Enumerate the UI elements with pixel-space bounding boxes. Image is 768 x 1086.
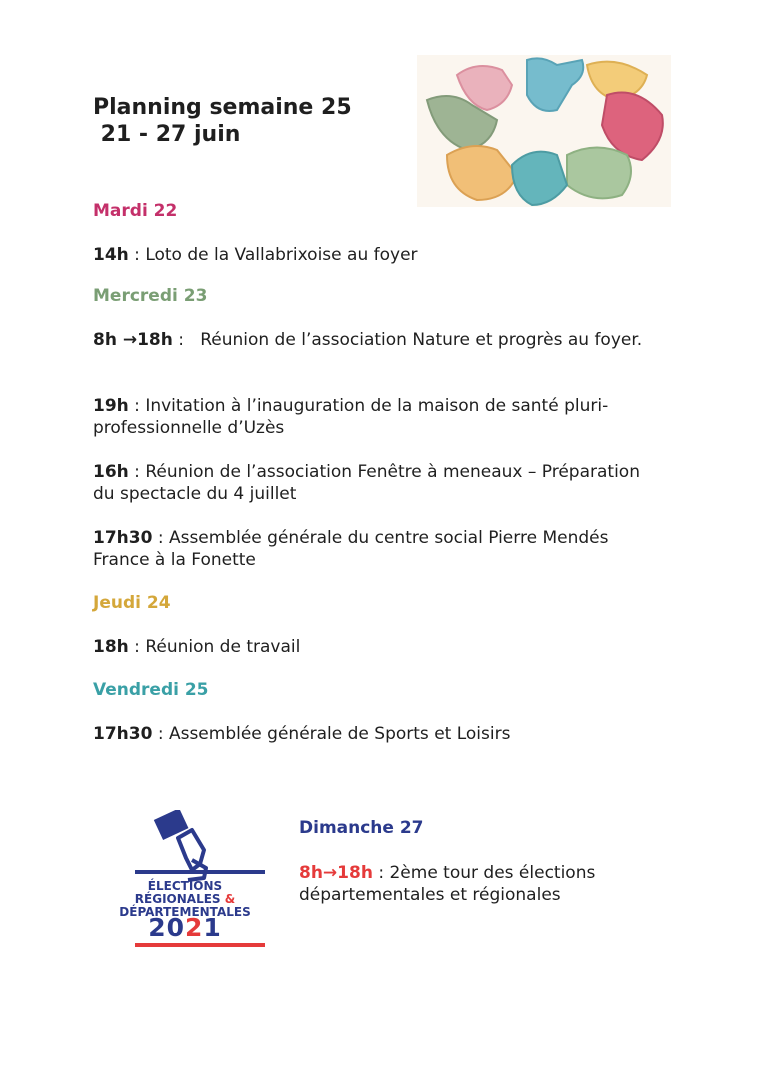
logo-line-elections: ÉLECTIONS (147, 879, 223, 893)
event-separator: : (172, 330, 201, 350)
event-time: 17h30 (93, 724, 153, 744)
event-separator: : (128, 245, 146, 265)
event-separator: : (372, 863, 390, 883)
logo-regionales-text: RÉGIONALES (134, 892, 221, 906)
event-separator: : (152, 724, 169, 744)
day-heading-jeudi: Jeudi 24 (93, 593, 171, 613)
event-item (93, 244, 663, 266)
title-line-2: 21 - 27 juin (93, 122, 241, 147)
logo-year-part: 1 (203, 913, 222, 942)
event-text: Loto de la Vallabrixoise au foyer (145, 245, 418, 265)
event-separator: : (152, 528, 169, 548)
event-time: 8h→18h (299, 863, 373, 883)
event-text: 2ème tour des élections départementales et régionales (299, 863, 596, 905)
logo-year-part-red: 2 (184, 913, 204, 942)
event-item (93, 329, 663, 351)
event-time: 18h (93, 637, 129, 657)
logo-year-part: 20 (148, 913, 185, 942)
event-text: Invitation à l’inauguration de la maison de santé pluri-professionnelle d’Uzès (93, 396, 609, 438)
logo-line-departementales: DÉPARTEMENTALES (119, 905, 251, 919)
logo-year (100, 913, 270, 942)
day-heading-mardi: Mardi 22 (93, 201, 178, 221)
event-separator: : (128, 462, 146, 482)
title-line-1: Planning semaine 25 (93, 95, 352, 120)
event-separator: : (128, 396, 146, 416)
event-time: 14h (93, 245, 129, 265)
event-text: Réunion de travail (145, 637, 301, 657)
event-text: Réunion de l’association Nature et progrès au foyer. (200, 330, 643, 350)
event-item (93, 461, 663, 505)
event-item (93, 723, 663, 745)
event-time: 8h →18h (93, 330, 173, 350)
hands-illustration-icon (417, 55, 671, 207)
event-time: 16h (93, 462, 129, 482)
event-separator: : (128, 637, 146, 657)
event-item (93, 636, 663, 658)
event-item (299, 862, 639, 906)
event-text: Réunion de l’association Fenêtre à meneaux – Préparation du spectacle du 4 juillet (93, 462, 640, 504)
page-title (93, 94, 352, 148)
logo-ampersand: & (224, 892, 236, 906)
event-text: Assemblée générale de Sports et Loisirs (168, 724, 511, 744)
event-text: Assemblée générale du centre social Pierre Mendés France à la Fonette (93, 528, 609, 570)
event-time: 19h (93, 396, 129, 416)
event-item (93, 527, 663, 571)
event-item (93, 395, 663, 439)
day-heading-vendredi: Vendredi 25 (93, 680, 209, 700)
day-heading-mercredi: Mercredi 23 (93, 286, 208, 306)
day-heading-dimanche: Dimanche 27 (299, 818, 424, 838)
event-time: 17h30 (93, 528, 153, 548)
